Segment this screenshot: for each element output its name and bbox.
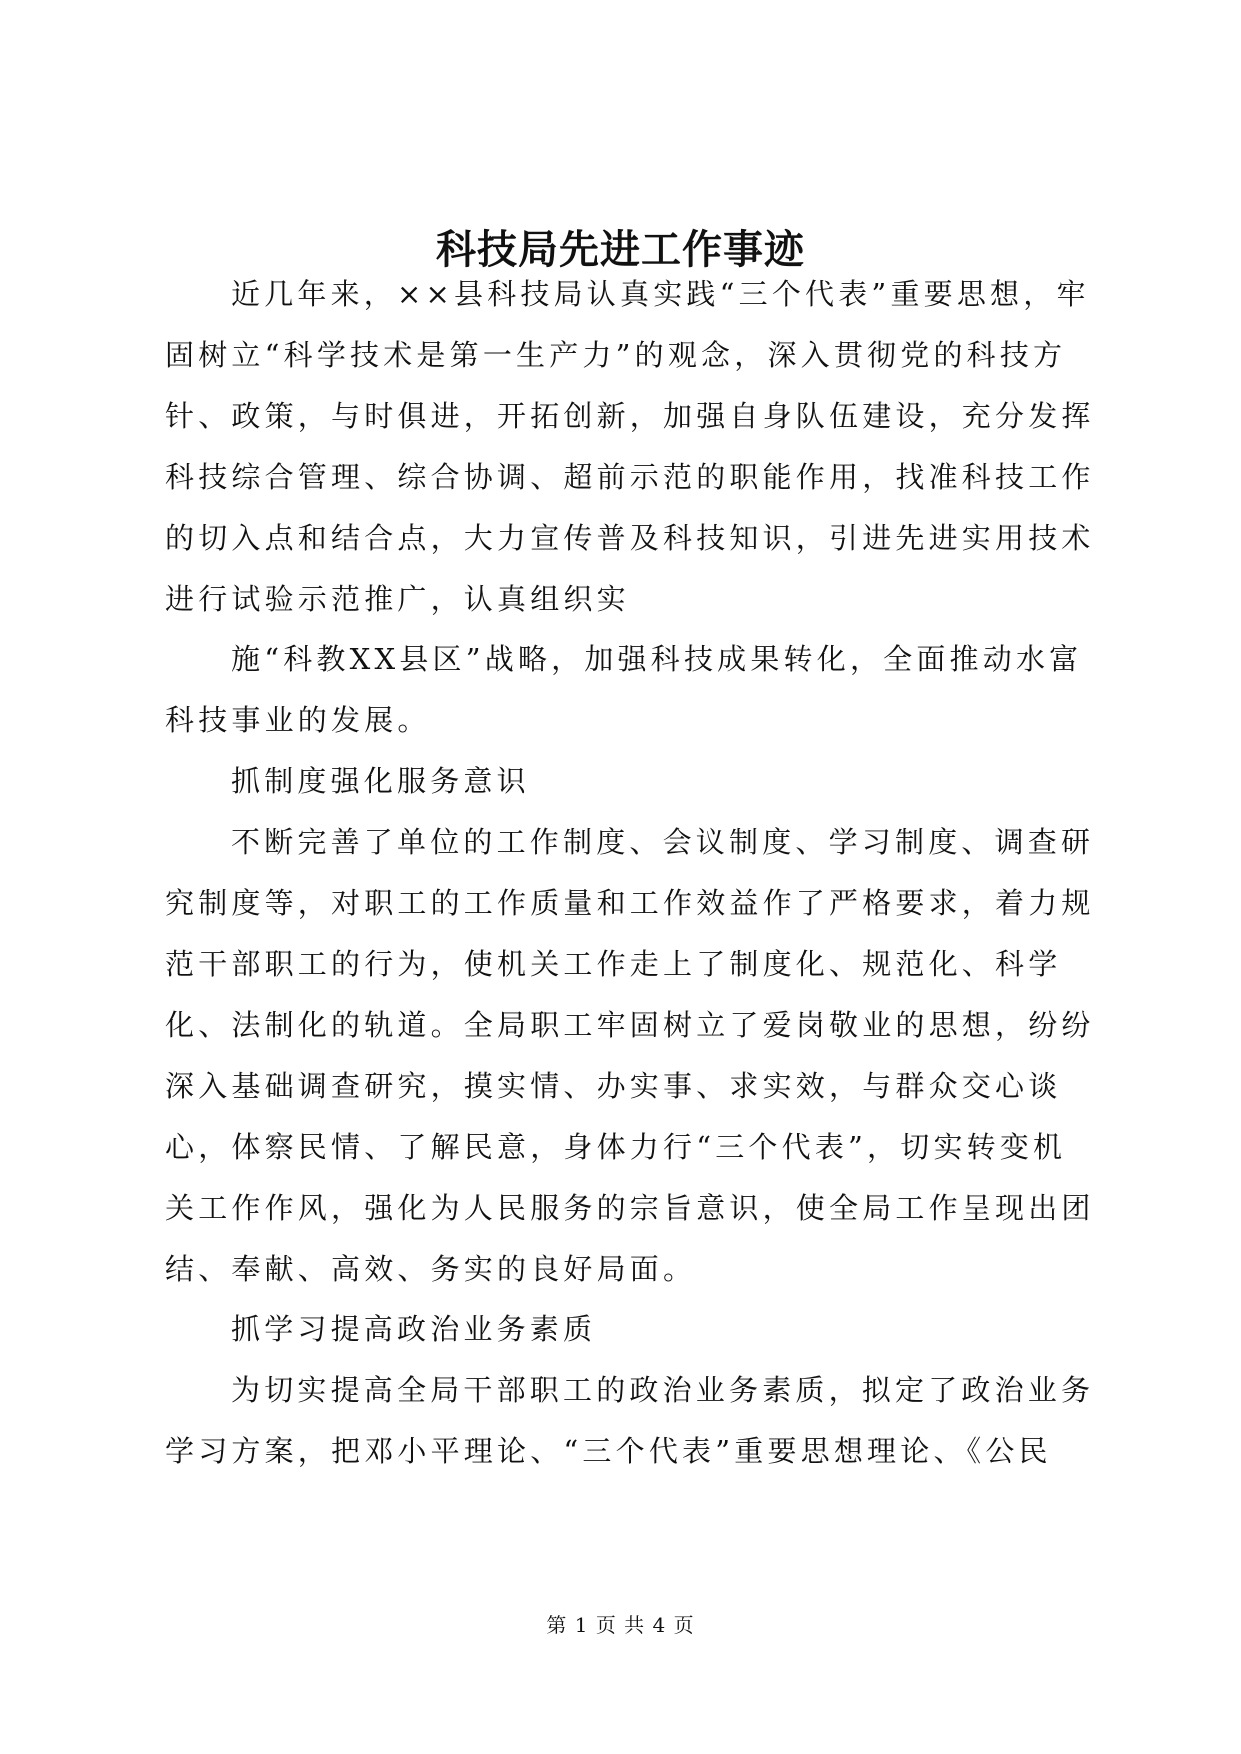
document-title: 科技局先进工作事迹 — [436, 226, 805, 273]
body-paragraph: 为切实提高全局干部职工的政治业务素质，拟定了政治业务学习方案，把邓小平理论、“三个代表”重要思想理论、《公民 — [165, 1373, 1095, 1469]
page-footer: 第 1 页 共 4 页 — [546, 1613, 695, 1637]
section-heading: 抓制度强化服务意识 — [231, 764, 530, 799]
section-heading: 抓学习提高政治业务素质 — [231, 1312, 597, 1347]
body-paragraph: 不断完善了单位的工作制度、会议制度、学习制度、调查研究制度等，对职工的工作质量和工作效益作了严格要求，着力规范干部职工的行为，使机关工作走上了制度化、规范化、科学化、法制化的轨道。全局职工牢固树立了爱岗敬业的思想，纷纷深入基础调查研究，摸实情、办实事、求实效，与群众交心谈心，体察民情、了解民意，身体力行“三个代表”，切实转变机关工作作风，强化为人民服务的宗旨意识，使全局工作呈现出团结、奉献、高效、务实的良好局面。 — [165, 825, 1095, 1286]
body-paragraph: 近几年来，××县科技局认真实践“三个代表”重要思想，牢固树立“科学技术是第一生产力”的观念，深入贯彻党的科技方针、政策，与时俱进，开拓创新，加强自身队伍建设，充分发挥科技综合管理、综合协调、超前示范的职能作用，找准科技工作的切入点和结合点，大力宣传普及科技知识，引进先进实用技术进行试验示范推广，认真组织实 — [165, 277, 1095, 616]
document-body — [165, 264, 1095, 1482]
body-paragraph: 施“科教XX县区”战略，加强科技成果转化，全面推动水富科技事业的发展。 — [165, 642, 1083, 738]
